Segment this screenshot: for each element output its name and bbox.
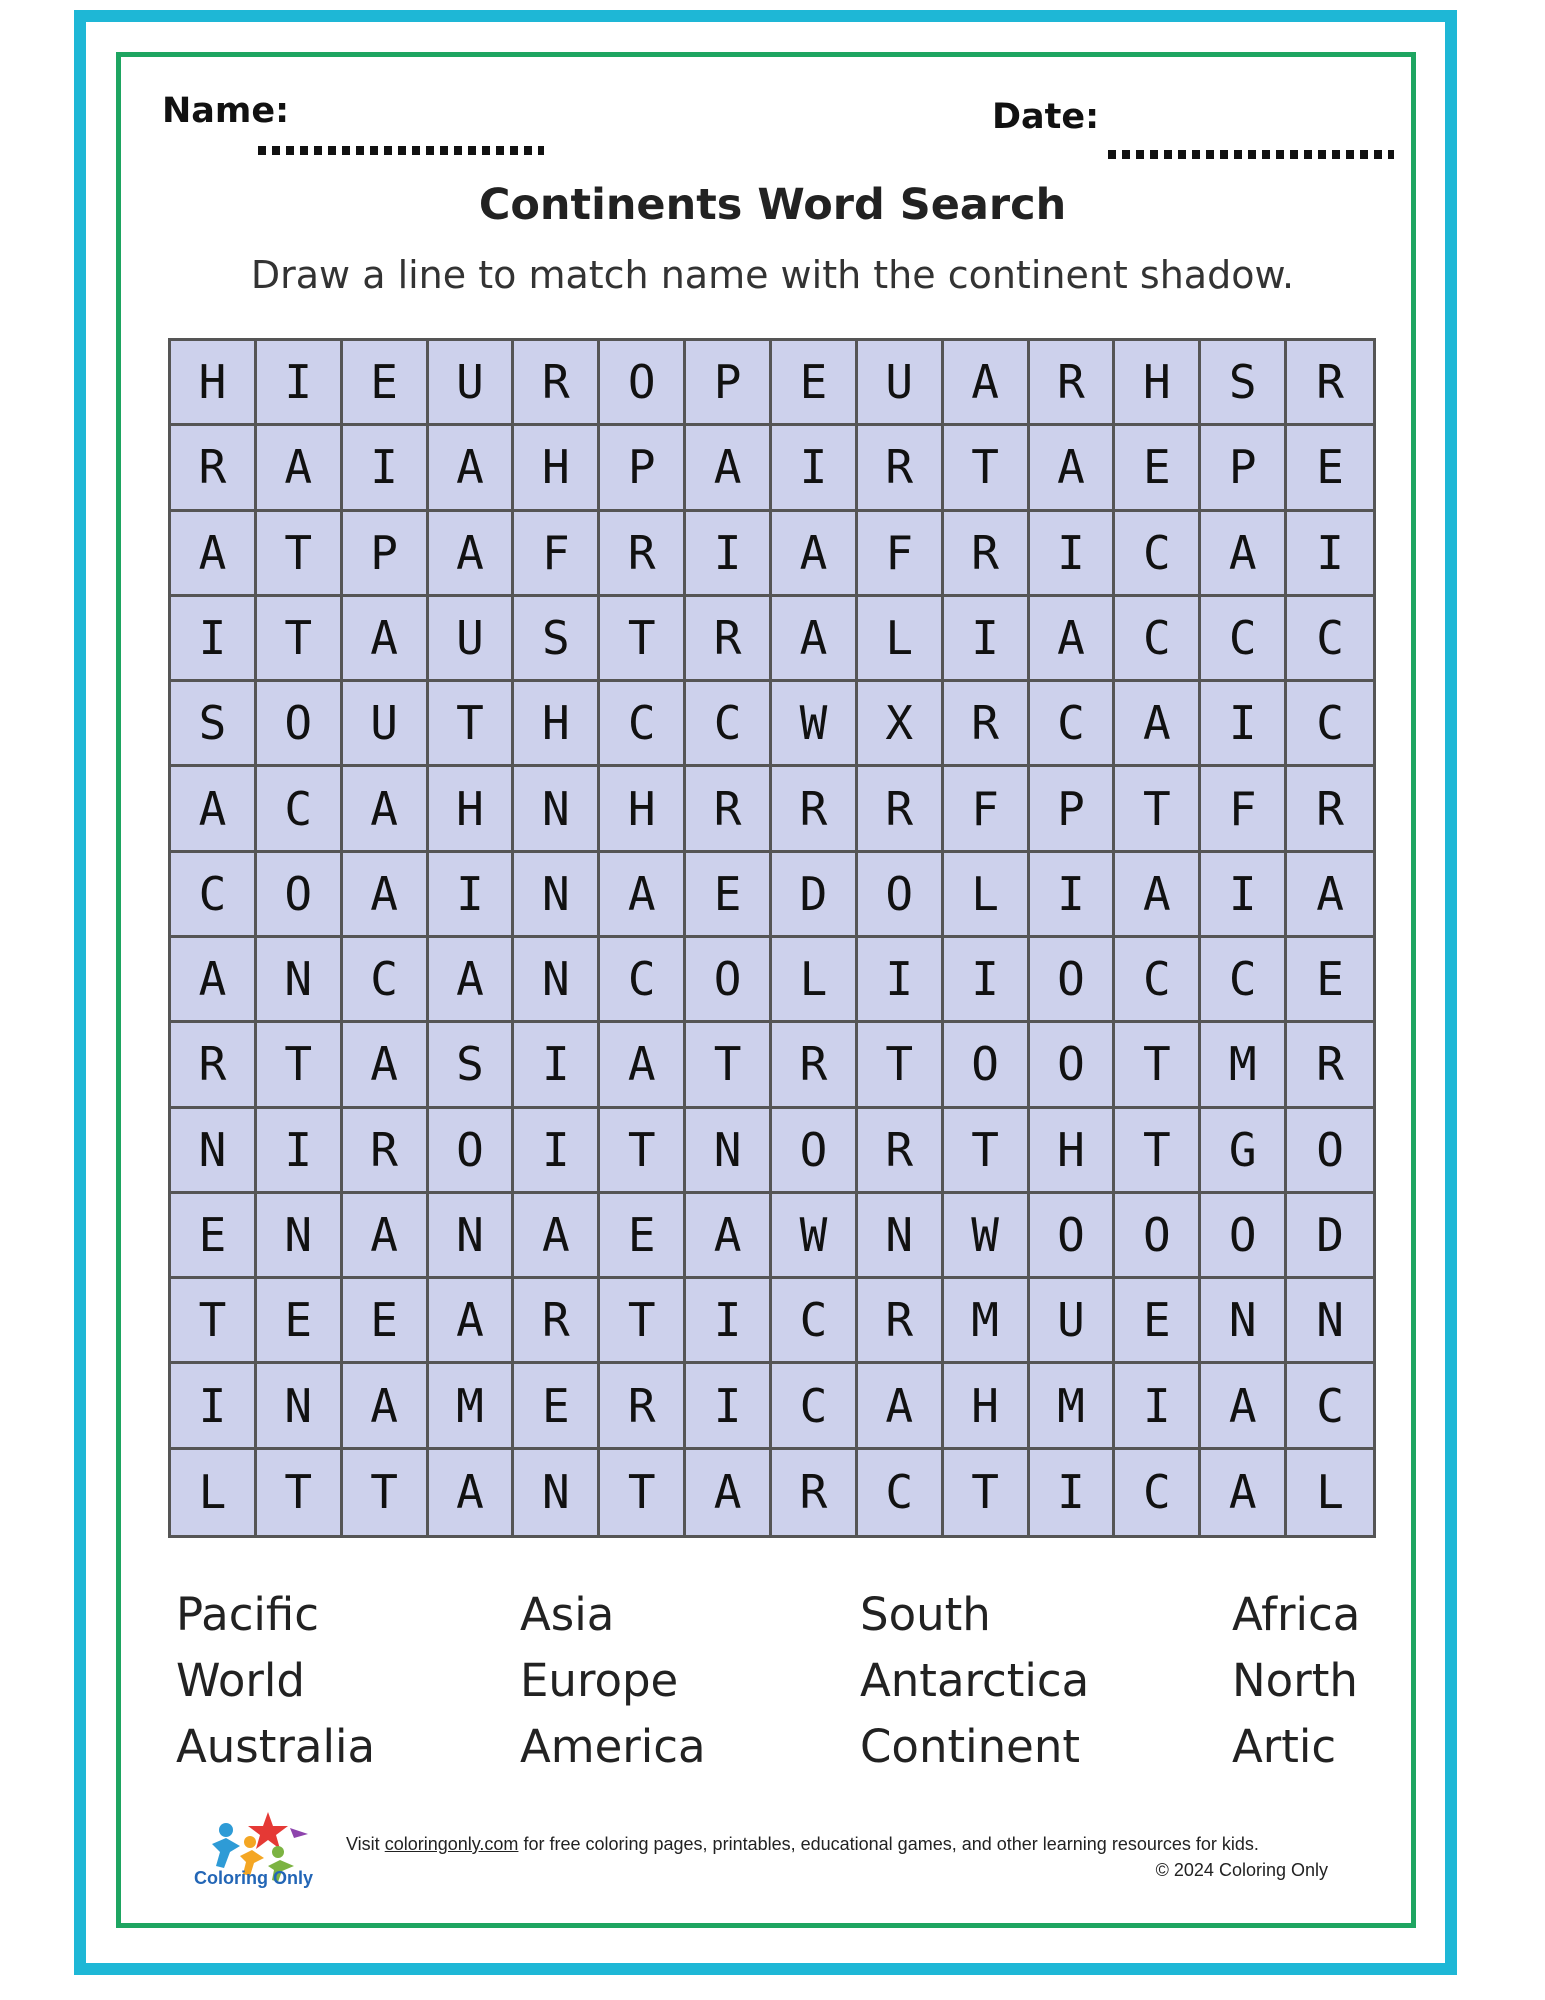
grid-cell[interactable]: I [343,426,429,511]
grid-cell[interactable]: A [686,426,772,511]
grid-cell[interactable]: A [343,767,429,852]
grid-cell[interactable]: A [171,512,257,597]
grid-cell[interactable]: I [1201,682,1287,767]
grid-cell[interactable]: A [343,1364,429,1449]
instructions: Draw a line to match name with the continent shadow. [250,253,1295,297]
grid-cell[interactable]: S [171,682,257,767]
grid-cell[interactable]: O [1201,1194,1287,1279]
grid-cell[interactable]: N [257,938,343,1023]
word-list-item: World [176,1654,305,1707]
word-list-item: America [520,1720,706,1773]
grid-cell[interactable]: C [772,1364,858,1449]
grid-cell[interactable]: I [257,341,343,426]
grid-cell[interactable]: D [772,853,858,938]
grid-cell[interactable]: N [429,1194,515,1279]
grid-cell[interactable]: O [429,1109,515,1194]
grid-cell[interactable]: N [514,767,600,852]
grid-cell[interactable]: I [1201,853,1287,938]
grid-cell[interactable]: R [858,1109,944,1194]
grid-cell[interactable]: I [257,1109,343,1194]
grid-cell[interactable]: A [1201,1450,1287,1535]
grid-cell[interactable]: A [600,853,686,938]
grid-cell[interactable]: E [343,341,429,426]
grid-cell[interactable]: T [600,597,686,682]
grid-cell[interactable]: U [343,682,429,767]
grid-cell[interactable]: U [429,597,515,682]
grid-cell[interactable]: A [600,1023,686,1108]
grid-cell[interactable]: H [171,341,257,426]
word-search-grid[interactable] [168,338,1376,1538]
grid-cell[interactable]: R [171,1023,257,1108]
grid-cell[interactable]: C [1115,512,1201,597]
word-list-item: Australia [176,1720,376,1773]
grid-cell[interactable]: C [772,1279,858,1364]
grid-cell[interactable]: C [1115,1450,1201,1535]
grid-cell[interactable]: T [1115,1109,1201,1194]
grid-cell[interactable]: N [171,1109,257,1194]
grid-cell[interactable]: A [858,1364,944,1449]
grid-cell[interactable]: O [257,853,343,938]
grid-cell[interactable]: A [1030,597,1116,682]
grid-cell[interactable]: E [343,1279,429,1364]
grid-cell[interactable]: C [343,938,429,1023]
grid-cell[interactable]: O [858,853,944,938]
grid-cell[interactable]: S [514,597,600,682]
logo-text: Coloring Only [194,1868,313,1888]
footer-visit-prefix: Visit [346,1834,380,1854]
grid-cell[interactable]: T [944,1109,1030,1194]
grid-cell[interactable]: M [1030,1364,1116,1449]
grid-cell[interactable]: A [171,938,257,1023]
grid-cell[interactable]: A [686,1194,772,1279]
grid-cell[interactable]: R [1287,767,1373,852]
grid-cell[interactable]: A [429,938,515,1023]
grid-cell[interactable]: O [1287,1109,1373,1194]
grid-cell[interactable]: R [944,682,1030,767]
grid-cell[interactable]: A [772,597,858,682]
grid-cell[interactable]: I [1287,512,1373,597]
grid-cell[interactable]: A [772,512,858,597]
grid-cell[interactable]: C [858,1450,944,1535]
grid-cell[interactable]: S [429,1023,515,1108]
word-list-item: Continent [860,1720,1080,1773]
grid-cell[interactable]: M [429,1364,515,1449]
grid-cell[interactable]: P [600,426,686,511]
grid-cell[interactable]: I [1030,1450,1116,1535]
grid-cell[interactable]: R [1287,341,1373,426]
grid-cell[interactable]: P [343,512,429,597]
grid-cell[interactable]: N [514,938,600,1023]
grid-cell[interactable]: L [171,1450,257,1535]
grid-cell[interactable]: A [944,341,1030,426]
grid-cell[interactable]: N [514,853,600,938]
grid-cell[interactable]: L [1316,1465,1344,1520]
grid-cell[interactable]: I [429,853,515,938]
grid-cell[interactable]: E [772,341,858,426]
star-people-logo-icon [190,1808,320,1908]
grid-cell[interactable]: W [772,682,858,767]
grid-cell[interactable]: O [1115,1194,1201,1279]
grid-cell[interactable]: T [257,1450,343,1535]
grid-cell[interactable]: H [1030,1109,1116,1194]
grid-cell[interactable]: R [772,1450,858,1535]
word-list-item: Africa [1232,1588,1361,1641]
grid-cell[interactable]: F [944,767,1030,852]
grid-cell[interactable]: T [600,1279,686,1364]
grid-cell[interactable]: M [944,1279,1030,1364]
grid-cell[interactable]: T [257,512,343,597]
grid-cell[interactable]: A [1287,853,1373,938]
grid-cell[interactable]: M [1201,1023,1287,1108]
grid-cell[interactable]: T [600,1109,686,1194]
grid-cell[interactable]: A [686,1450,772,1535]
grid-cell[interactable]: C [1115,597,1201,682]
grid-cell[interactable]: C [1201,938,1287,1023]
grid-cell[interactable]: E [600,1194,686,1279]
grid-cell[interactable]: U [1030,1279,1116,1364]
grid-cell[interactable]: C [171,853,257,938]
grid-cell[interactable]: I [944,597,1030,682]
grid-cell[interactable]: T [944,426,1030,511]
word-list-item: North [1232,1654,1358,1707]
grid-cell[interactable]: R [171,426,257,511]
grid-cell[interactable]: A [343,597,429,682]
grid-cell[interactable]: P [1030,767,1116,852]
grid-cell[interactable]: H [944,1364,1030,1449]
grid-cell[interactable]: H [1115,341,1201,426]
grid-cell[interactable]: I [514,1023,600,1108]
grid-cell[interactable]: A [343,853,429,938]
grid-cell[interactable]: I [858,938,944,1023]
grid-cell[interactable]: A [1115,853,1201,938]
grid-cell[interactable]: I [686,512,772,597]
grid-cell[interactable]: L [858,597,944,682]
grid-cell[interactable]: R [1287,1023,1373,1108]
grid-cell[interactable]: T [1115,767,1201,852]
grid-cell[interactable]: R [772,767,858,852]
grid-cell[interactable]: C [1287,597,1373,682]
grid-cell[interactable]: T [1115,1023,1201,1108]
grid-cell[interactable]: A [343,1194,429,1279]
grid-cell[interactable]: R [514,341,600,426]
grid-cell[interactable]: E [1287,938,1373,1023]
name-label: Name: [162,91,290,131]
grid-cell[interactable]: W [772,1194,858,1279]
grid-cell[interactable]: S [1201,341,1287,426]
grid-cell[interactable]: T [257,1023,343,1108]
grid-cell[interactable]: I [772,426,858,511]
grid-cell[interactable]: R [1030,341,1116,426]
grid-cell[interactable]: A [514,1194,600,1279]
grid-cell[interactable]: O [772,1109,858,1194]
grid-cell[interactable]: E [1115,426,1201,511]
grid-cell[interactable]: N [686,1109,772,1194]
word-list-item: Europe [520,1654,679,1707]
grid-cell[interactable]: F [1201,767,1287,852]
grid-cell[interactable]: A [1115,682,1201,767]
grid-cell[interactable]: A [171,767,257,852]
grid-cell[interactable]: I [686,1364,772,1449]
word-list-item: Asia [520,1588,615,1641]
grid-cell[interactable]: C [686,682,772,767]
grid-cell[interactable]: I [171,597,257,682]
grid-cell[interactable]: A [1030,426,1116,511]
grid-cell[interactable]: R [858,767,944,852]
grid-cell[interactable]: D [1287,1194,1373,1279]
grid-cell[interactable]: I [944,938,1030,1023]
grid-cell[interactable]: O [686,938,772,1023]
grid-cell[interactable]: C [600,938,686,1023]
grid-cell[interactable]: T [171,1279,257,1364]
grid-cell[interactable]: A [429,426,515,511]
copyright: © 2024 Coloring Only [1155,1860,1328,1880]
grid-cell[interactable]: R [600,512,686,597]
grid-cell[interactable]: R [858,1279,944,1364]
grid-cell[interactable]: R [858,426,944,511]
page-title: Continents Word Search [478,180,1067,230]
grid-cell[interactable]: F [514,512,600,597]
grid-cell[interactable]: C [257,767,343,852]
grid-cell[interactable]: F [858,512,944,597]
grid-cell[interactable]: C [1115,938,1201,1023]
word-list-item: Pacific [176,1588,320,1641]
grid-cell[interactable]: N [1287,1279,1373,1364]
grid-cell[interactable]: T [600,1450,686,1535]
grid-cell[interactable]: O [1030,1023,1116,1108]
grid-cell[interactable]: O [1030,1194,1116,1279]
grid-cell[interactable]: T [429,682,515,767]
date-field-line[interactable] [1108,150,1394,159]
grid-cell[interactable]: A [429,1450,515,1535]
grid-cell[interactable]: T [944,1450,1030,1535]
grid-cell[interactable]: I [514,1109,600,1194]
grid-cell[interactable]: R [686,597,772,682]
grid-cell[interactable]: E [1287,426,1373,511]
grid-cell[interactable]: N [514,1450,600,1535]
grid-cell[interactable]: O [944,1023,1030,1108]
grid-cell[interactable]: U [429,341,515,426]
grid-cell[interactable]: E [686,853,772,938]
grid-cell[interactable]: I [171,1364,257,1449]
grid-cell[interactable]: A [1201,512,1287,597]
grid-cell[interactable]: T [686,1023,772,1108]
grid-cell[interactable]: C [1287,682,1373,767]
grid-cell[interactable]: T [257,597,343,682]
grid-cell[interactable]: N [1201,1279,1287,1364]
grid-cell[interactable]: L [772,938,858,1023]
word-list-item: Antarctica [860,1654,1090,1707]
grid-cell[interactable]: L [944,853,1030,938]
footer-visit-text [346,1834,1259,1855]
grid-cell[interactable]: I [686,1279,772,1364]
grid-cell[interactable]: C [600,682,686,767]
grid-cell[interactable]: A [1201,1364,1287,1449]
grid-cell[interactable]: E [1115,1279,1201,1364]
grid-cell[interactable]: W [944,1194,1030,1279]
word-list-item: South [860,1588,991,1641]
grid-cell[interactable]: C [1201,597,1287,682]
grid-cell[interactable]: H [514,682,600,767]
grid-cell[interactable]: N [257,1364,343,1449]
grid-cell[interactable]: R [686,767,772,852]
footer-visit-suffix: for free coloring pages, printables, educational games, and other learning resources for kids. [523,1834,1259,1854]
grid-cell[interactable]: I [1115,1364,1201,1449]
grid-cell[interactable]: P [686,341,772,426]
grid-cell[interactable]: X [858,682,944,767]
grid-cell[interactable]: C [1030,682,1116,767]
grid-cell[interactable]: H [429,767,515,852]
grid-cell[interactable]: O [1030,938,1116,1023]
word-list-item: Artic [1232,1720,1337,1773]
grid-cell[interactable]: N [257,1194,343,1279]
grid-cell[interactable]: E [171,1194,257,1279]
footer-link[interactable]: coloringonly.com [384,1834,519,1854]
grid-cell[interactable]: H [600,767,686,852]
grid-cell[interactable]: A [429,1279,515,1364]
grid-cell[interactable]: H [514,426,600,511]
grid-cell[interactable]: R [944,512,1030,597]
grid-cell[interactable]: I [1030,512,1116,597]
grid-cell[interactable]: A [343,1023,429,1108]
grid-cell[interactable]: N [858,1194,944,1279]
grid-cell[interactable]: T [343,1450,429,1535]
grid-cell[interactable]: A [429,512,515,597]
name-field-line[interactable] [258,146,544,155]
grid-cell[interactable]: C [1287,1364,1373,1449]
grid-cell[interactable]: R [343,1109,429,1194]
grid-cell[interactable]: E [257,1279,343,1364]
grid-cell[interactable]: U [858,341,944,426]
grid-cell[interactable]: O [257,682,343,767]
grid-cell[interactable]: R [514,1279,600,1364]
grid-cell[interactable]: R [772,1023,858,1108]
grid-cell[interactable]: A [257,426,343,511]
grid-cell[interactable]: G [1201,1109,1287,1194]
grid-cell[interactable]: P [1201,426,1287,511]
grid-cell[interactable]: E [514,1364,600,1449]
grid-cell[interactable]: O [600,341,686,426]
date-label: Date: [992,97,1100,137]
grid-cell[interactable]: T [858,1023,944,1108]
grid-cell[interactable]: I [1030,853,1116,938]
grid-cell[interactable]: R [600,1364,686,1449]
